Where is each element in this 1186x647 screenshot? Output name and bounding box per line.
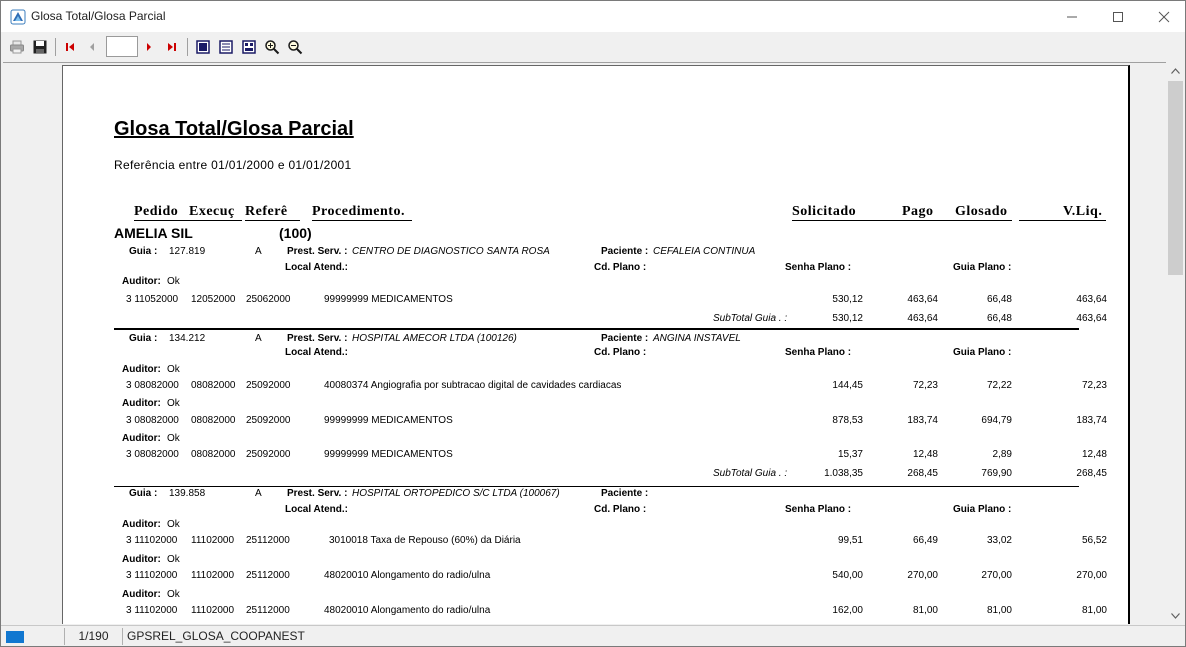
cd-plano-label: Cd. Plano : (594, 262, 647, 273)
minimize-button[interactable] (1049, 1, 1095, 32)
whole-page-icon (218, 39, 234, 55)
local-atend-label: Local Atend.: (285, 262, 348, 273)
auditor-value: Ok (167, 433, 180, 444)
progress-indicator (6, 631, 24, 643)
minimize-icon (1066, 11, 1078, 23)
cell-vliq: 183,74 (1076, 415, 1107, 426)
window-title: Glosa Total/Glosa Parcial (31, 9, 166, 23)
page-number-input[interactable] (106, 36, 138, 57)
next-page-icon (142, 40, 156, 54)
chevron-up-icon (1171, 68, 1180, 74)
cell-execuc: 11102000 (191, 535, 235, 546)
auditor-value: Ok (167, 398, 180, 409)
zoom-out-icon (287, 39, 303, 55)
last-page-icon (165, 40, 179, 54)
paciente-value: CEFALEIA CONTINUA (653, 246, 756, 257)
cell-pago: 72,23 (912, 380, 938, 391)
cell-solicitado: 540,00 (832, 570, 863, 581)
cell-pedido: 3 11102000 (126, 605, 178, 616)
cell-pedido: 3 08082000 (126, 415, 179, 426)
guia-number: 134.212 (169, 333, 206, 344)
header-underline (134, 220, 242, 221)
cell-glosado: 694,79 (981, 415, 1012, 426)
cell-refere: 25112000 (246, 570, 290, 581)
auditor-value: Ok (167, 519, 180, 530)
cell-refere: 25092000 (246, 449, 291, 460)
auditor-value: Ok (167, 554, 180, 565)
cell-pedido: 3 11102000 (126, 570, 178, 581)
beneficiary-name: AMELIA SIL (114, 225, 193, 241)
cell-execuc: 08082000 (191, 380, 236, 391)
zoom-out-button[interactable] (285, 37, 305, 57)
toolbar (1, 32, 1185, 61)
header-underline (312, 220, 412, 221)
guia-type: A (255, 246, 262, 257)
prev-page-button[interactable] (82, 37, 102, 57)
beneficiary-code: (100) (279, 225, 312, 241)
cell-solicitado: 99,51 (837, 535, 863, 546)
paciente-label: Paciente : (601, 333, 649, 344)
col-solicitado: Solicitado (792, 204, 857, 219)
col-pedido: Pedido (134, 204, 179, 219)
paciente-value: ANGINA INSTAVEL (653, 333, 741, 344)
cell-vliq: 81,00 (1081, 605, 1107, 616)
prev-page-icon (85, 40, 99, 54)
cell-glosado: 81,00 (986, 605, 1012, 616)
header-underline (792, 220, 865, 221)
cell-pedido: 3 08082000 (126, 449, 179, 460)
cell-vliq: 270,00 (1076, 570, 1107, 581)
prestador-label: Prest. Serv. : (287, 333, 348, 344)
scroll-thumb[interactable] (1168, 81, 1183, 275)
header-underline (1019, 220, 1106, 221)
prestador-label: Prest. Serv. : (287, 246, 348, 257)
maximize-button[interactable] (1095, 1, 1141, 32)
auditor-value: Ok (167, 276, 180, 287)
maximize-icon (1112, 11, 1124, 23)
cell-refere: 25092000 (246, 380, 291, 391)
cell-glosado: 72,22 (986, 380, 1012, 391)
last-page-button[interactable] (162, 37, 182, 57)
report-page (62, 65, 1130, 624)
cell-pago: 66,49 (912, 535, 938, 546)
local-atend-label: Local Atend.: (285, 504, 348, 515)
cell-vliq: 12,48 (1081, 449, 1107, 460)
cell-solicitado: 144,45 (832, 380, 863, 391)
guia-type: A (255, 488, 262, 499)
local-atend-label: Local Atend.: (285, 347, 348, 358)
col-execuc: Execuç (189, 204, 235, 219)
auditor-label: Auditor: (122, 433, 161, 444)
cell-procedimento: 48020010 Alongamento do radio/ulna (324, 570, 491, 581)
chevron-down-icon (1171, 613, 1180, 619)
col-procedimento: Procedimento. (312, 204, 405, 219)
status-bar (1, 625, 1185, 646)
cell-glosado: 33,02 (986, 535, 1012, 546)
zoom-in-icon (264, 39, 280, 55)
subtotal-glosado: 66,48 (986, 313, 1012, 324)
app-icon (10, 9, 26, 25)
prestador-value: CENTRO DE DIAGNOSTICO SANTA ROSA (352, 246, 550, 257)
cd-plano-label: Cd. Plano : (594, 347, 647, 358)
cell-execuc: 11102000 (191, 570, 235, 581)
col-refere: Referê (245, 204, 288, 219)
scroll-down-button[interactable] (1166, 607, 1185, 624)
zoom-in-button[interactable] (262, 37, 282, 57)
cell-procedimento: 40080374 Angiografia por subtracao digital de cavidades cardiacas (324, 380, 622, 391)
toolbar-separator (187, 38, 188, 56)
guia-plano-label: Guia Plano : (953, 504, 1012, 515)
subtotal-vliq: 268,45 (1076, 468, 1107, 479)
cell-refere: 25062000 (246, 294, 291, 305)
close-button[interactable] (1141, 1, 1186, 32)
auditor-label: Auditor: (122, 364, 161, 375)
subtotal-glosado: 769,90 (981, 468, 1012, 479)
subtotal-label: SubTotal Guia . : (713, 313, 788, 324)
cell-pago: 12,48 (912, 449, 938, 460)
toolbar-separator (55, 38, 56, 56)
cell-refere: 25092000 (246, 415, 291, 426)
close-icon (1158, 11, 1170, 23)
cell-execuc: 08082000 (191, 415, 236, 426)
save-button[interactable] (30, 37, 50, 57)
cell-vliq: 72,23 (1081, 380, 1107, 391)
header-underline (865, 220, 1012, 221)
report-name: GPSREL_GLOSA_COOPANEST (122, 628, 522, 645)
print-button[interactable] (7, 37, 27, 57)
auditor-label: Auditor: (122, 519, 161, 530)
subtotal-solicitado: 530,12 (832, 313, 863, 324)
cell-pedido: 3 11102000 (126, 535, 178, 546)
subtotal-vliq: 463,64 (1076, 313, 1107, 324)
cell-execuc: 11102000 (191, 605, 235, 616)
cell-procedimento: 48020010 Alongamento do radio/ulna (324, 605, 491, 616)
save-icon (32, 39, 48, 55)
guia-plano-label: Guia Plano : (953, 262, 1012, 273)
cell-solicitado: 162,00 (832, 605, 863, 616)
cd-plano-label: Cd. Plano : (594, 504, 647, 515)
cell-procedimento: 99999999 MEDICAMENTOS (324, 449, 453, 460)
page-info: 1/190 (64, 628, 122, 645)
first-page-icon (63, 40, 77, 54)
cell-procedimento: 3010018 Taxa de Repouso (60%) da Diária (329, 535, 521, 546)
col-pago: Pago (902, 204, 934, 219)
paciente-label: Paciente : (601, 246, 649, 257)
cell-glosado: 66,48 (986, 294, 1012, 305)
cell-glosado: 2,89 (992, 449, 1012, 460)
col-glosado: Glosado (955, 204, 1008, 219)
guia-label: Guia : (129, 333, 158, 344)
report-title: Glosa Total/Glosa Parcial (114, 118, 354, 140)
page-width-button[interactable] (193, 37, 213, 57)
subtotal-pago: 268,45 (907, 468, 938, 479)
cell-vliq: 463,64 (1076, 294, 1107, 305)
cell-pago: 81,00 (912, 605, 938, 616)
cell-solicitado: 15,37 (837, 449, 863, 460)
subtotal-solicitado: 1.038,35 (824, 468, 863, 479)
prestador-value: HOSPITAL ORTOPEDICO S/C LTDA (100067) (352, 488, 560, 499)
auditor-label: Auditor: (122, 554, 161, 565)
cell-refere: 25112000 (246, 605, 290, 616)
guia-label: Guia : (129, 488, 158, 499)
whole-page-button[interactable] (216, 37, 236, 57)
auditor-value: Ok (167, 589, 180, 600)
prestador-value: HOSPITAL AMECOR LTDA (100126) (352, 333, 517, 344)
cell-procedimento: 99999999 MEDICAMENTOS (324, 415, 453, 426)
scroll-up-button[interactable] (1166, 62, 1185, 79)
paciente-label: Paciente : (601, 488, 649, 499)
guia-separator (114, 328, 1079, 330)
cell-pedido: 3 08082000 (126, 380, 179, 391)
senha-plano-label: Senha Plano : (785, 504, 852, 515)
col-vliq: V.Liq. (1063, 204, 1103, 219)
cell-execuc: 12052000 (191, 294, 236, 305)
subtotal-pago: 463,64 (907, 313, 938, 324)
next-page-button[interactable] (139, 37, 159, 57)
auditor-value: Ok (167, 364, 180, 375)
first-page-button[interactable] (60, 37, 80, 57)
report-view[interactable] (3, 62, 1166, 624)
cell-refere: 25112000 (246, 535, 290, 546)
guia-number: 139.858 (169, 488, 206, 499)
cell-solicitado: 878,53 (832, 415, 863, 426)
cell-vliq: 56,52 (1081, 535, 1107, 546)
print-icon (9, 39, 25, 55)
cell-pago: 463,64 (907, 294, 938, 305)
subtotal-label: SubTotal Guia . : (713, 468, 788, 479)
multi-page-icon (241, 39, 257, 55)
title-bar (1, 1, 1185, 32)
prestador-label: Prest. Serv. : (287, 488, 348, 499)
multi-page-button[interactable] (239, 37, 259, 57)
cell-solicitado: 530,12 (832, 294, 863, 305)
cell-pago: 183,74 (907, 415, 938, 426)
cell-pago: 270,00 (907, 570, 938, 581)
cell-execuc: 08082000 (191, 449, 236, 460)
guia-type: A (255, 333, 262, 344)
senha-plano-label: Senha Plano : (785, 347, 852, 358)
guia-label: Guia : (129, 246, 158, 257)
auditor-label: Auditor: (122, 589, 161, 600)
senha-plano-label: Senha Plano : (785, 262, 852, 273)
guia-plano-label: Guia Plano : (953, 347, 1012, 358)
auditor-label: Auditor: (122, 276, 161, 287)
cell-procedimento: 99999999 MEDICAMENTOS (324, 294, 453, 305)
page-width-icon (195, 39, 211, 55)
header-underline (245, 220, 300, 221)
auditor-label: Auditor: (122, 398, 161, 409)
guia-separator (114, 486, 1079, 487)
guia-number: 127.819 (169, 246, 206, 257)
cell-glosado: 270,00 (981, 570, 1012, 581)
reference-period: Referência entre 01/01/2000 e 01/01/2001 (114, 158, 352, 172)
cell-pedido: 3 11052000 (126, 294, 179, 305)
vertical-scrollbar[interactable] (1166, 62, 1185, 624)
